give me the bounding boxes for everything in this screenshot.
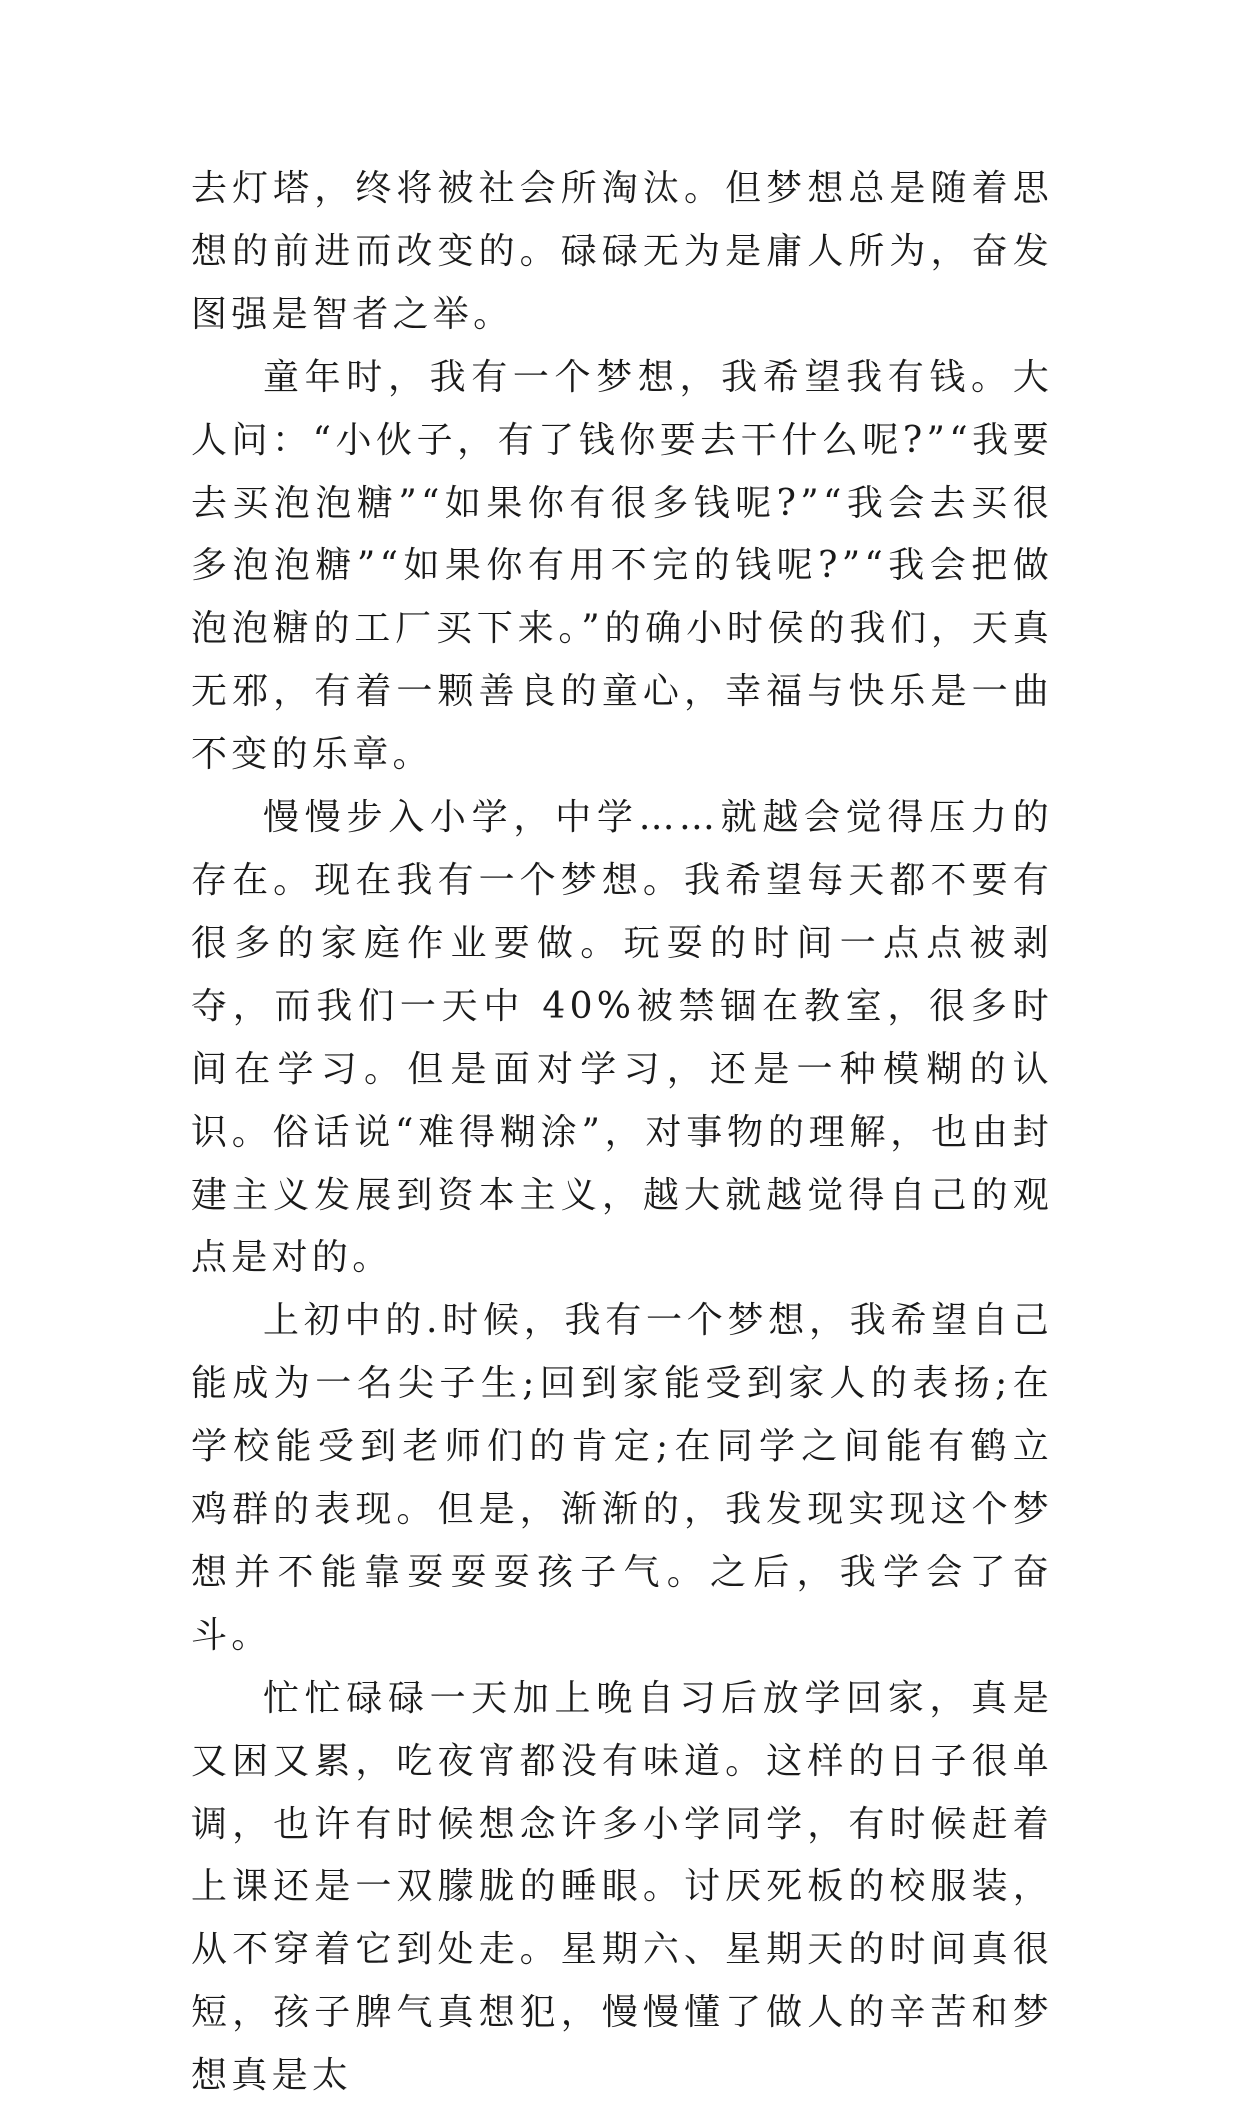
paragraph-4: 上初中的.时候，我有一个梦想，我希望自己能成为一名尖子生;回到家能受到家人的表扬;在学校能受到老师们的肯定;在同学之间能有鹤立鸡群的表现。但是，渐渐的，我发现实现这个梦想并不能靠耍耍耍孩子气。之后，我学会了奋斗。 [191,1300,1053,1656]
paragraph-5: 忙忙碌碌一天加上晚自习后放学回家，真是又困又累，吃夜宵都没有味道。这样的日子很单调，也许有时候想念许多小学同学，有时候赶着上课还是一双朦胧的睡眼。讨厌死板的校服装，从不穿着它到处走。星期六、星期天的时间真很短，孩子脾气真想犯，慢慢懂了做人的辛苦和梦想真是太 [191,1677,1053,2097]
paragraph-2: 童年时，我有一个梦想，我希望我有钱。大人问：“小伙子，有了钱你要去干什么呢?”“我要去买泡泡糖”“如果你有很多钱呢?”“我会去买很多泡泡糖”“如果你有用不完的钱呢?”“我会把做泡泡糖的工厂买下来。”的确小时侯的我们，天真无邪，有着一颗善良的童心，幸福与快乐是一曲不变的乐章。 [191,356,1053,776]
paragraph-1: 去灯塔，终将被社会所淘汰。但梦想总是随着思想的前进而改变的。碌碌无为是庸人所为，奋发图强是智者之举。 [191,168,1053,335]
paragraph-3: 慢慢步入小学，中学……就越会觉得压力的存在。现在我有一个梦想。我希望每天都不要有很多的家庭作业要做。玩耍的时间一点点被剥夺，而我们一天中 40%被禁锢在教室，很多时间在学习。但是面对学习，还是一种模糊的认识。俗话说“难得糊涂”，对事物的理解，也由封建主义发展到资本主义，越大就越觉得自己的观点是对的。 [191,797,1053,1279]
essay-body [191,158,1053,2108]
